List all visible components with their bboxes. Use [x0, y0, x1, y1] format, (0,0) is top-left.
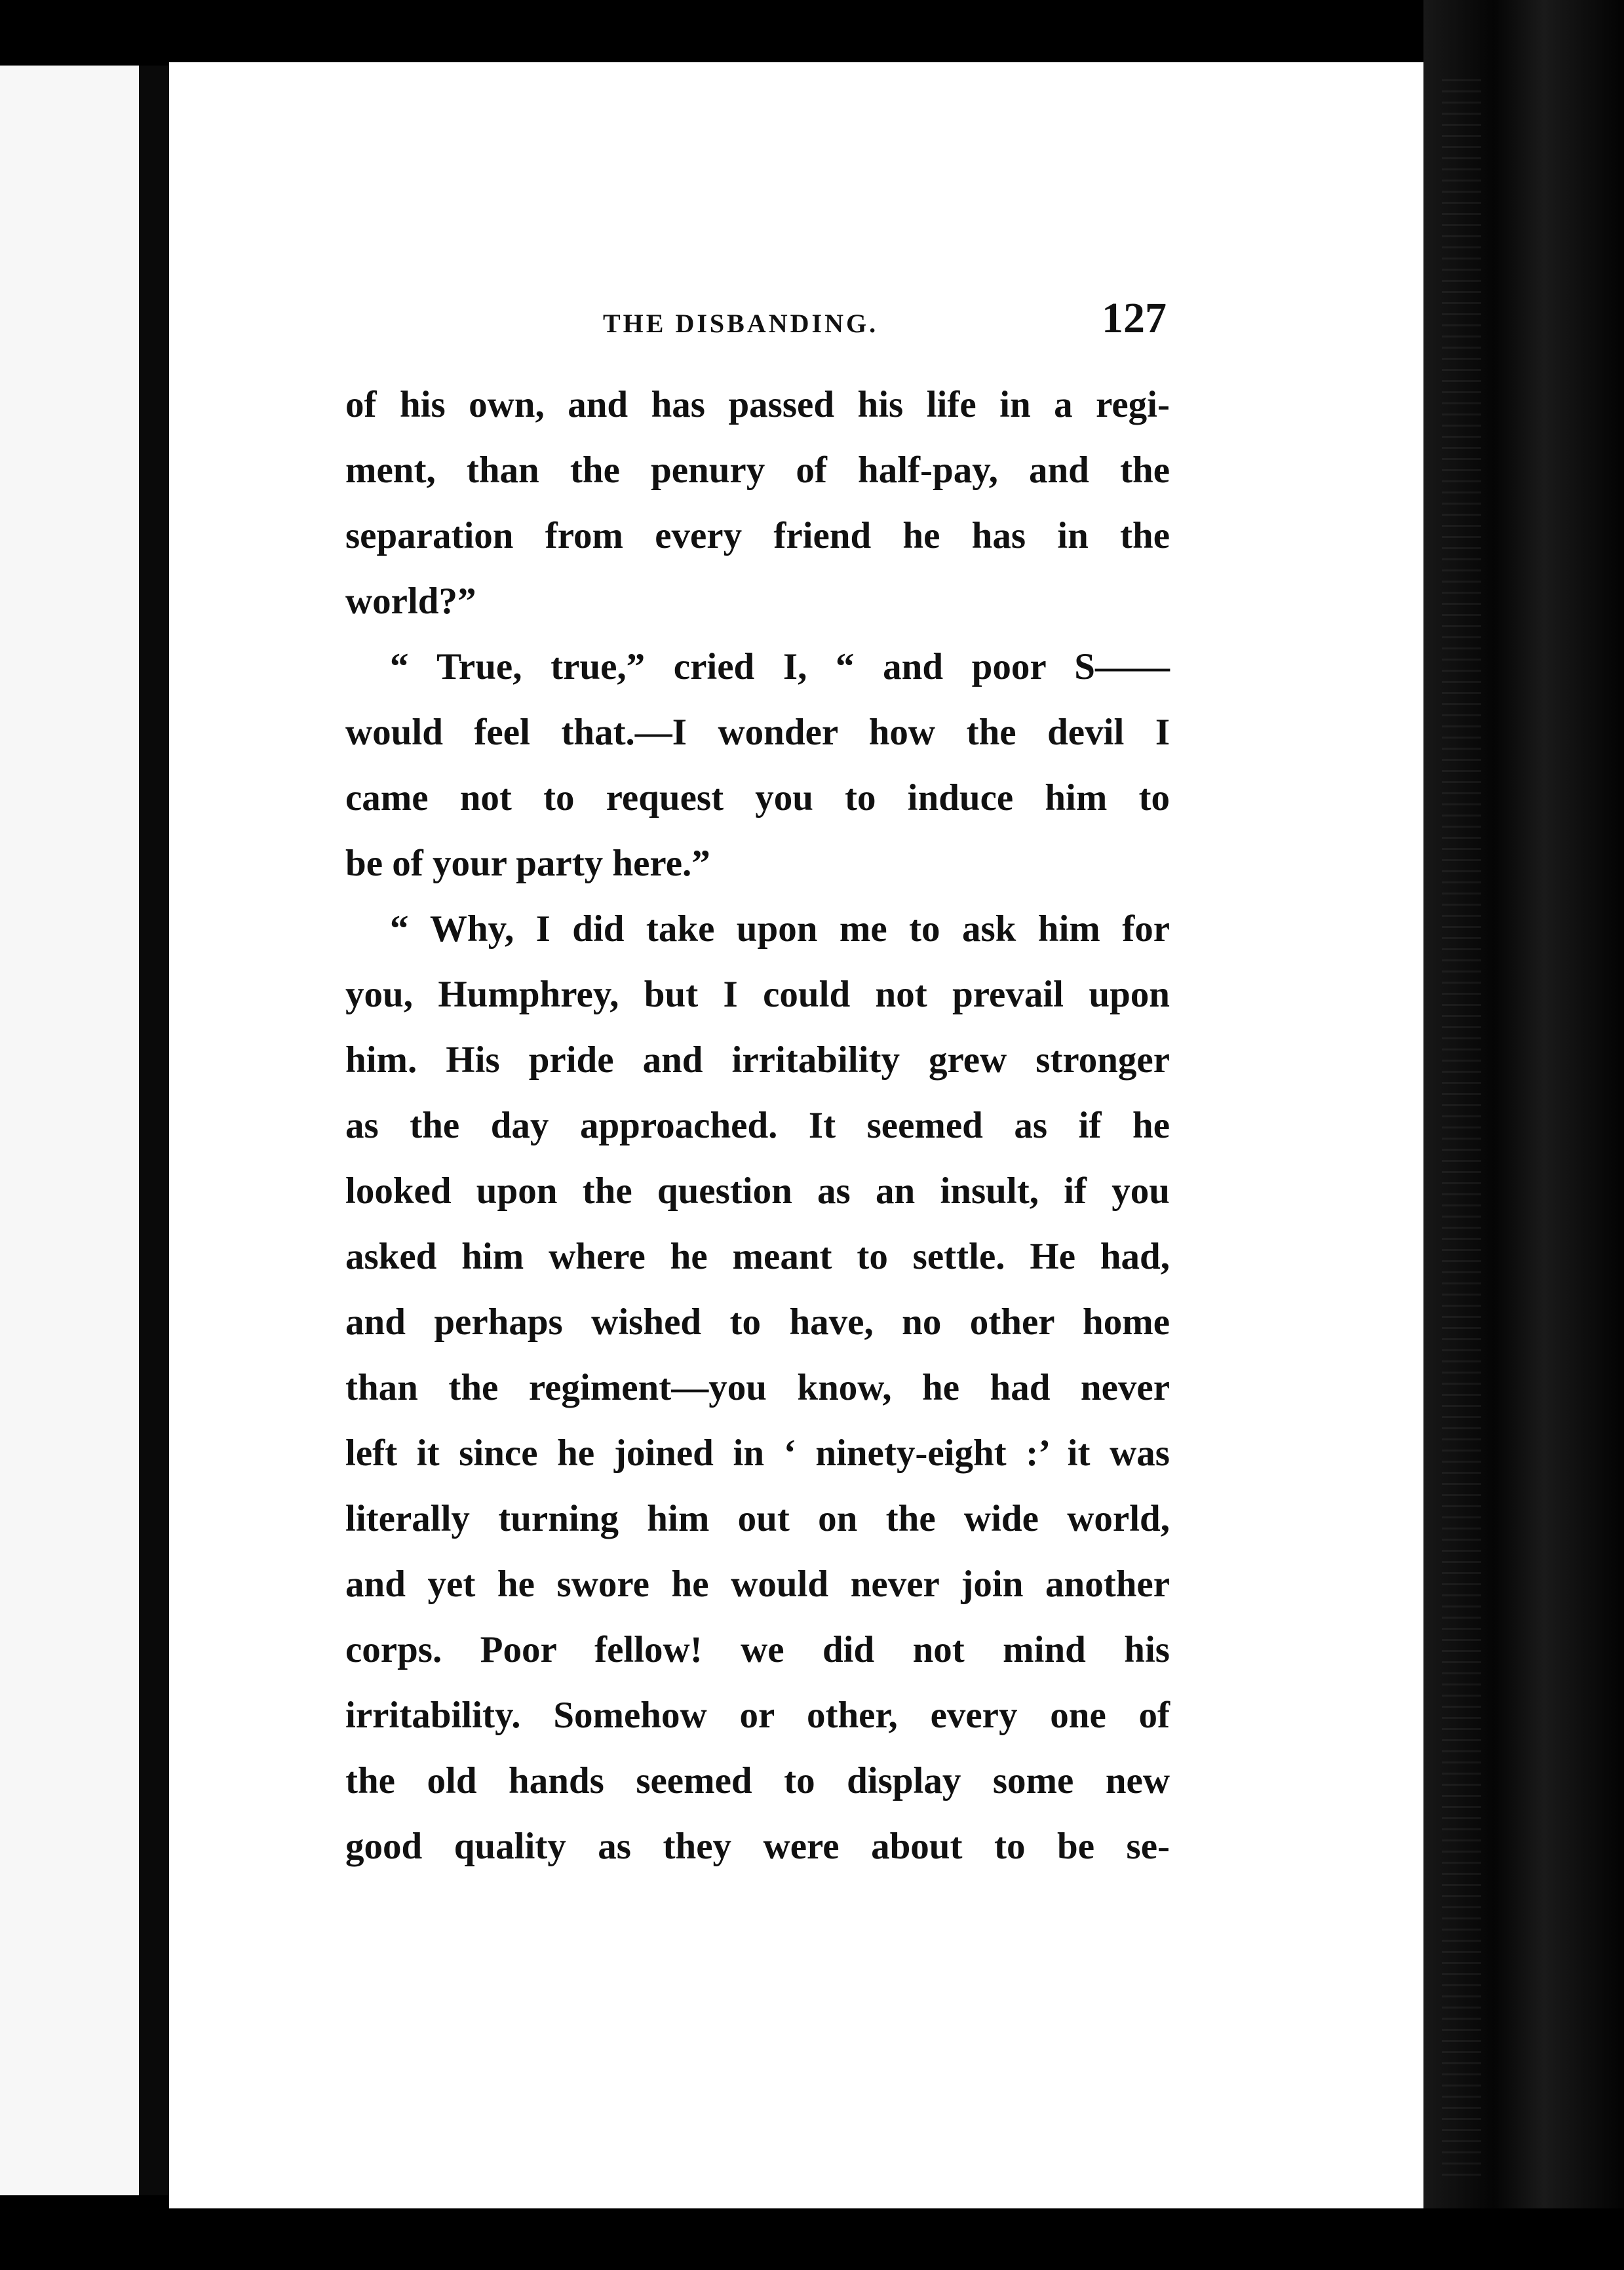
- text-line: you, Humphrey, but I could not prevail upon: [345, 974, 1170, 1015]
- page-number: 127: [1102, 294, 1167, 342]
- text-line: separation from every friend he has in the: [345, 515, 1170, 556]
- scan-border: [0, 2208, 1624, 2270]
- text-line: “ Why, I did take upon me to ask him for: [390, 908, 1170, 950]
- facing-page-edge: [0, 66, 139, 2195]
- text-line: as the day approached. It seemed as if he: [345, 1105, 1170, 1146]
- text-line: looked upon the question as an insult, if you: [345, 1170, 1170, 1212]
- body-text: [345, 372, 1170, 1879]
- text-line: “ True, true,” cried I, “ and poor S——: [390, 646, 1170, 687]
- text-line: irritability. Somehow or other, every one of: [345, 1695, 1170, 1736]
- text-line: would feel that.—I wonder how the devil I: [345, 712, 1170, 753]
- text-line: came not to request you to induce him to: [345, 777, 1170, 818]
- page-header: [347, 294, 1167, 353]
- text-line: corps. Poor fellow! we did not mind his: [345, 1629, 1170, 1670]
- text-line: good quality as they were about to be se-: [345, 1826, 1170, 1867]
- text-line: the old hands seemed to display some new: [345, 1760, 1170, 1801]
- text-line: and perhaps wished to have, no other home: [345, 1301, 1170, 1343]
- text-line: world?”: [345, 581, 476, 622]
- text-line: and yet he swore he would never join another: [345, 1564, 1170, 1605]
- text-line: asked him where he meant to settle. He had,: [345, 1236, 1170, 1277]
- text-line: ment, than the penury of half-pay, and the: [345, 450, 1170, 491]
- text-line: of his own, and has passed his life in a regi-: [345, 384, 1170, 425]
- text-line: literally turning him out on the wide world,: [345, 1498, 1170, 1539]
- book-gutter: [139, 66, 169, 2195]
- text-line: him. His pride and irritability grew stronger: [345, 1039, 1170, 1081]
- text-line: left it since he joined in ‘ ninety-eight :’ it was: [345, 1433, 1170, 1474]
- text-line: be of your party here.”: [345, 843, 710, 884]
- page-edge-texture: [1442, 79, 1481, 2176]
- running-title: THE DISBANDING.: [603, 309, 879, 338]
- text-line: than the regiment—you know, he had never: [345, 1367, 1170, 1408]
